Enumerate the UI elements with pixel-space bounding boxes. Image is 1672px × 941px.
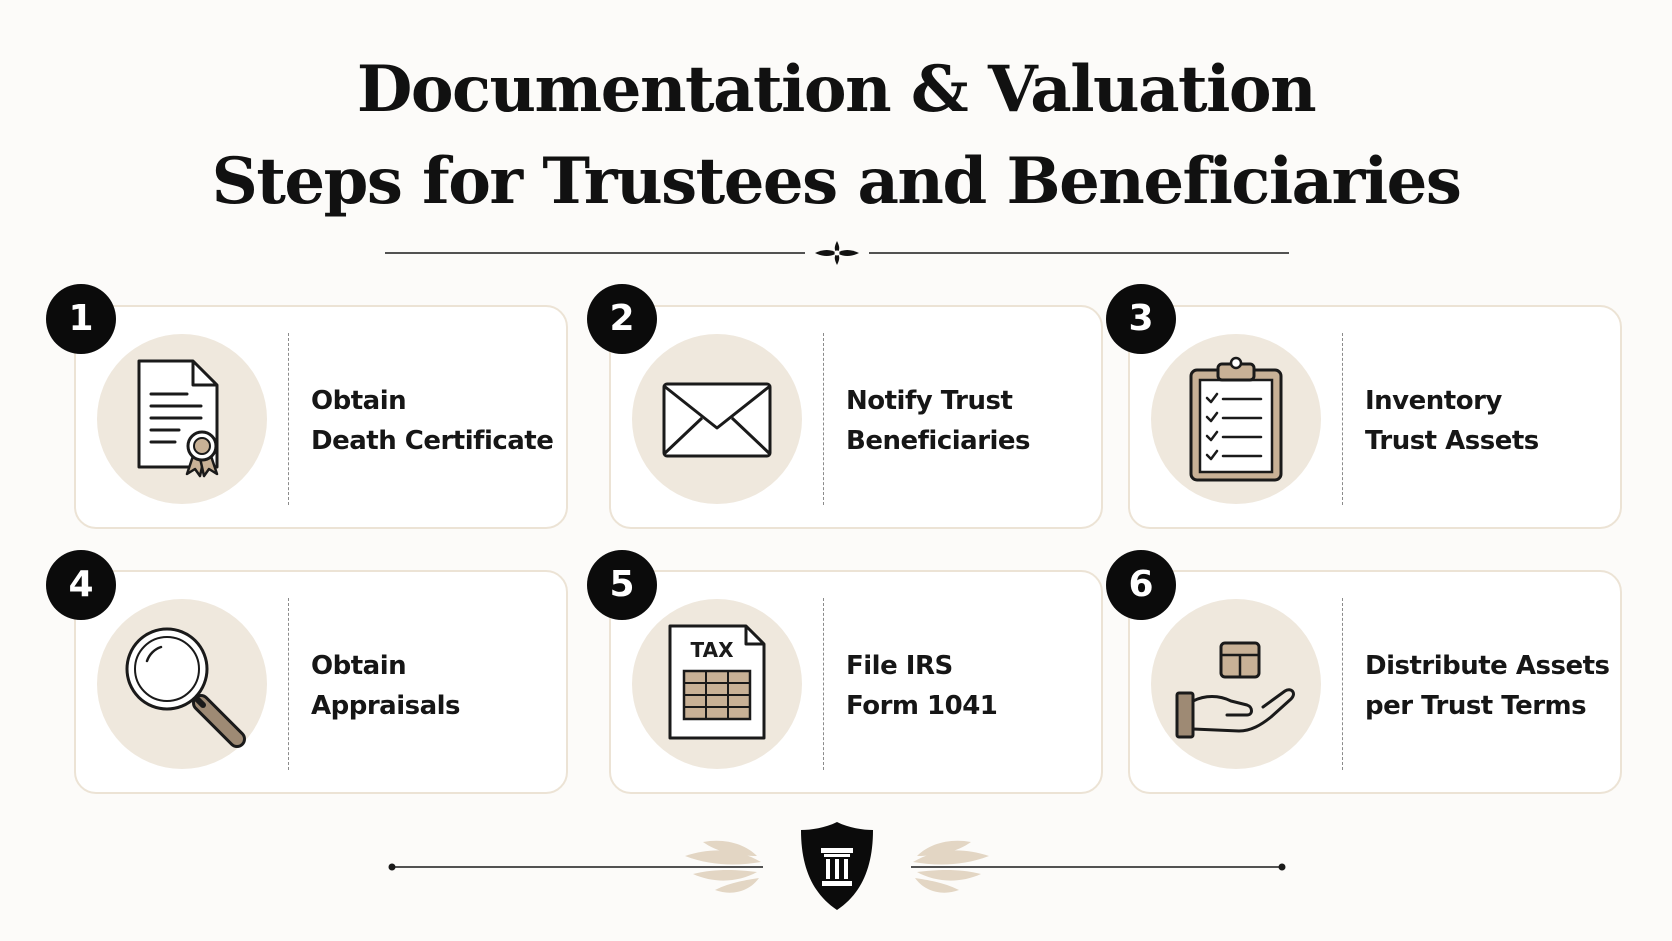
step-card-6: [1128, 570, 1622, 794]
hand-giving-box-icon: [1151, 599, 1321, 769]
tax-label: TAX: [690, 638, 734, 662]
clipboard-checklist-icon: [1151, 334, 1321, 504]
dashed-separator: [288, 598, 289, 770]
step-card-2: [609, 305, 1103, 529]
step-label-line-2: Trust Assets: [1365, 426, 1539, 456]
step-label-line-1: Obtain: [311, 386, 407, 416]
step-number-badge-5: 5: [587, 550, 657, 620]
dashed-separator: [823, 333, 824, 505]
dashed-separator: [823, 598, 824, 770]
icon-circle: [97, 334, 267, 504]
step-number-badge-6: 6: [1106, 550, 1176, 620]
page-title: [0, 44, 1672, 228]
step-label-line-1: File IRS: [846, 651, 953, 681]
icon-circle: [632, 334, 802, 504]
title-line-1: Documentation & Valuation: [356, 52, 1316, 127]
magnifying-glass-icon: [97, 599, 267, 769]
dashed-separator: [1342, 333, 1343, 505]
step-label-line-2: per Trust Terms: [1365, 691, 1587, 721]
fleuron-icon: [815, 241, 859, 265]
step-label-1: [311, 381, 561, 461]
step-label-6: [1365, 646, 1615, 726]
step-label-line-2: Appraisals: [311, 691, 461, 721]
icon-circle: [1151, 334, 1321, 504]
ornamental-divider: [385, 238, 1289, 268]
step-label-5: [846, 646, 1096, 726]
step-card-1: [74, 305, 568, 529]
title-line-2: Steps for Trustees and Beneficiaries: [211, 144, 1461, 219]
step-card-3: [1128, 305, 1622, 529]
step-label-line-2: Beneficiaries: [846, 426, 1031, 456]
pillar-shield-icon: [801, 822, 873, 910]
step-label-line-1: Notify Trust: [846, 386, 1013, 416]
step-number-badge-4: 4: [46, 550, 116, 620]
step-label-line-2: Form 1041: [846, 691, 998, 721]
step-card-5: [609, 570, 1103, 794]
step-number-badge-1: 1: [46, 284, 116, 354]
icon-circle: [97, 599, 267, 769]
step-label-line-1: Obtain: [311, 651, 407, 681]
step-label-line-2: Death Certificate: [311, 426, 554, 456]
certificate-document-icon: [97, 334, 267, 504]
icon-circle: [1151, 599, 1321, 769]
envelope-icon: [632, 334, 802, 504]
dashed-separator: [288, 333, 289, 505]
emblem-divider: [385, 818, 1289, 912]
step-number-badge-2: 2: [587, 284, 657, 354]
step-label-2: [846, 381, 1096, 461]
dashed-separator: [1342, 598, 1343, 770]
step-number-badge-3: 3: [1106, 284, 1176, 354]
step-label-line-1: Inventory: [1365, 386, 1502, 416]
step-label-line-1: Distribute Assets: [1365, 651, 1610, 681]
icon-circle: [632, 599, 802, 769]
step-label-4: [311, 646, 561, 726]
tax-form-icon: [632, 599, 802, 769]
step-card-4: [74, 570, 568, 794]
step-label-3: [1365, 381, 1615, 461]
